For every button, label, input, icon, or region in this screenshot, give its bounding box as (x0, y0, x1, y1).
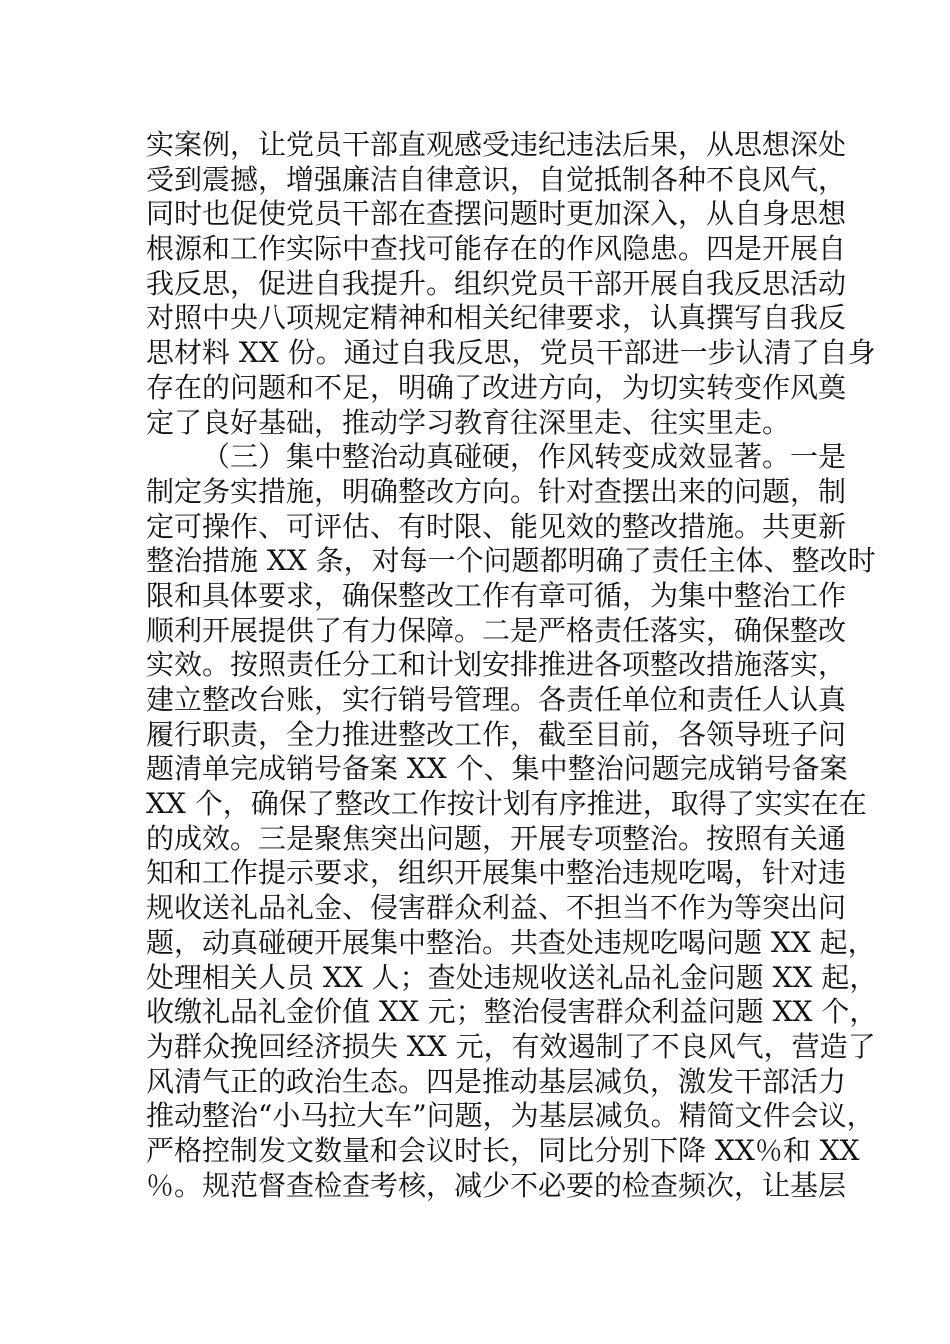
text-line: XX 个，确保了整改工作按计划有序推进，取得了实实在在 (146, 787, 867, 821)
text-line: 规收送礼品礼金、侵害群众利益、不担当不作为等突出问 (146, 891, 847, 925)
paragraph-end-line: 定了良好基础，推动学习教育往深里走、往实里走。 (146, 405, 791, 439)
text-line: 思材料 XX 份。通过自我反思，党员干部进一步认清了自身 (146, 336, 876, 370)
text-line: ％。规范督查检查考核，减少不必要的检查频次，让基层 (146, 1168, 847, 1202)
text-line: 顺利开展提供了有力保障。二是严格责任落实，确保整改 (146, 613, 847, 647)
text-line: 同时也促使党员干部在查摆问题时更加深入，从自身思想 (146, 197, 847, 231)
text-line: 推动整治“小马拉大车”问题，为基层减负。精简文件会议， (146, 1099, 875, 1133)
text-line: 严格控制发文数量和会议时长，同比分别下降 XX％和 XX (146, 1133, 860, 1167)
text-line: 题，动真碰硬开展集中整治。共查处违规吃喝问题 XX 起， (146, 925, 876, 959)
text-line: 建立整改台账，实行销号管理。各责任单位和责任人认真 (146, 683, 847, 716)
text-line: 制定务实措施，明确整改方向。针对查摆出来的问题，制 (146, 474, 847, 508)
text-line: 我反思，促进自我提升。组织党员干部开展自我反思活动 (146, 266, 847, 300)
text-line: 为群众挽回经济损失 XX 元，有效遏制了不良风气，营造了 (146, 1029, 876, 1063)
text-line: 实案例，让党员干部直观感受违纪违法后果，从思想深处 (146, 128, 847, 161)
text-line: 知和工作提示要求，组织开展集中整治违规吃喝，针对违 (146, 856, 847, 890)
text-line: 定可操作、可评估、有时限、能见效的整改措施。共更新 (146, 509, 847, 543)
text-line: 的成效。三是聚焦突出问题，开展专项整治。按照有关通 (146, 821, 847, 855)
text-line: 限和具体要求，确保整改工作有章可循，为集中整治工作 (146, 578, 847, 612)
text-line: 对照中央八项规定精神和相关纪律要求，认真撰写自我反 (146, 301, 847, 335)
text-line: 受到震撼，增强廉洁自律意识，自觉抵制各种不良风气， (146, 162, 847, 196)
text-line: 存在的问题和不足，明确了改进方向，为切实转变作风奠 (146, 370, 847, 404)
text-line: 风清气正的政治生态。四是推动基层减负，激发干部活力 (146, 1064, 847, 1098)
text-line: 实效。按照责任分工和计划安排推进各项整改措施落实， (146, 648, 847, 682)
text-line: 处理相关人员 XX 人；查处违规收送礼品礼金问题 XX 起， (146, 960, 878, 994)
section-heading-line: （三）集中整治动真碰硬，作风转变成效显著。一是 (202, 440, 847, 474)
text-line: 整治措施 XX 条，对每一个问题都明确了责任主体、整改时 (146, 544, 876, 578)
text-line: 根源和工作实际中查找可能存在的作风隐患。四是开展自 (146, 232, 847, 266)
text-line: 题清单完成销号备案 XX 个、集中整治问题完成销号备案 (146, 752, 848, 786)
body-text (146, 128, 878, 1203)
text-line: 履行职责，全力推进整改工作，截至目前，各领导班子问 (146, 717, 847, 751)
text-line: 收缴礼品礼金价值 XX 元；整治侵害群众利益问题 XX 个， (146, 995, 878, 1029)
